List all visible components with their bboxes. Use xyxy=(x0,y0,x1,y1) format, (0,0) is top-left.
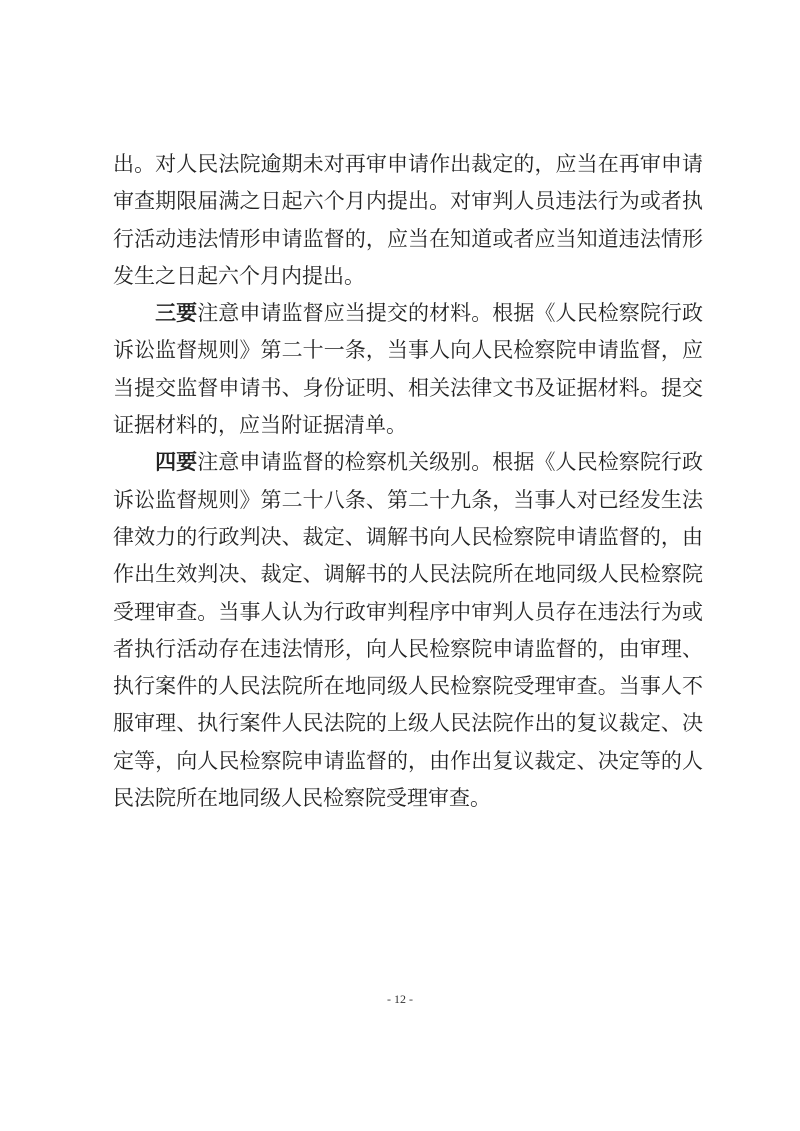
text-run: 注意申请监督的检察机关级别。根据《人民检察院行政 xyxy=(197,450,704,475)
text-line: 受理审查。当事人认为行政审判程序中审判人员存在违法行为或 xyxy=(113,599,703,624)
text-line: 律效力的行政判决、裁定、调解书向人民检察院申请监督的，由 xyxy=(113,524,703,549)
text-line: 当提交监督申请书、身份证明、相关法律文书及证据材料。提交 xyxy=(113,375,703,400)
text-line: 发生之日起六个月内提出。 xyxy=(113,263,365,288)
text-run: 注意申请监督应当提交的材料。根据《人民检察院行政 xyxy=(197,301,704,326)
paragraph-three xyxy=(113,295,703,444)
paragraph-continuation xyxy=(113,146,703,295)
page-number: - 12 - xyxy=(387,992,413,1006)
document-body xyxy=(113,146,703,817)
text-line: 民法院所在地同级人民检察院受理审查。 xyxy=(113,786,491,811)
text-line: 证据材料的，应当附证据清单。 xyxy=(113,413,407,438)
paragraph-four xyxy=(113,444,703,817)
text-line: 诉讼监督规则》第二十八条、第二十九条，当事人对已经发生法 xyxy=(113,487,703,512)
text-line: 出。对人民法院逾期未对再审申请作出裁定的，应当在再审申请 xyxy=(113,152,703,176)
text-line: 定等，向人民检察院申请监督的，由作出复议裁定、决定等的人 xyxy=(113,748,703,773)
text-line: 诉讼监督规则》第二十一条，当事人向人民检察院申请监督，应 xyxy=(113,338,703,363)
paragraph-lead-bold: 四要 xyxy=(155,450,198,475)
text-line: 审查期限届满之日起六个月内提出。对审判人员违法行为或者执 xyxy=(113,189,703,214)
text-line: 服审理、执行案件人民法院的上级人民法院作出的复议裁定、决 xyxy=(113,711,703,736)
paragraph-lead-bold: 三要 xyxy=(155,301,198,326)
text-line xyxy=(113,295,703,332)
text-line: 者执行活动存在违法情形，向人民检察院申请监督的，由审理、 xyxy=(113,636,703,661)
text-line: 执行案件的人民法院所在地同级人民检察院受理审查。当事人不 xyxy=(113,674,703,699)
text-line: 行活动违法情形申请监督的，应当在知道或者应当知道违法情形 xyxy=(113,226,703,251)
text-line xyxy=(113,444,703,481)
text-line: 作出生效判决、裁定、调解书的人民法院所在地同级人民检察院 xyxy=(113,562,703,587)
